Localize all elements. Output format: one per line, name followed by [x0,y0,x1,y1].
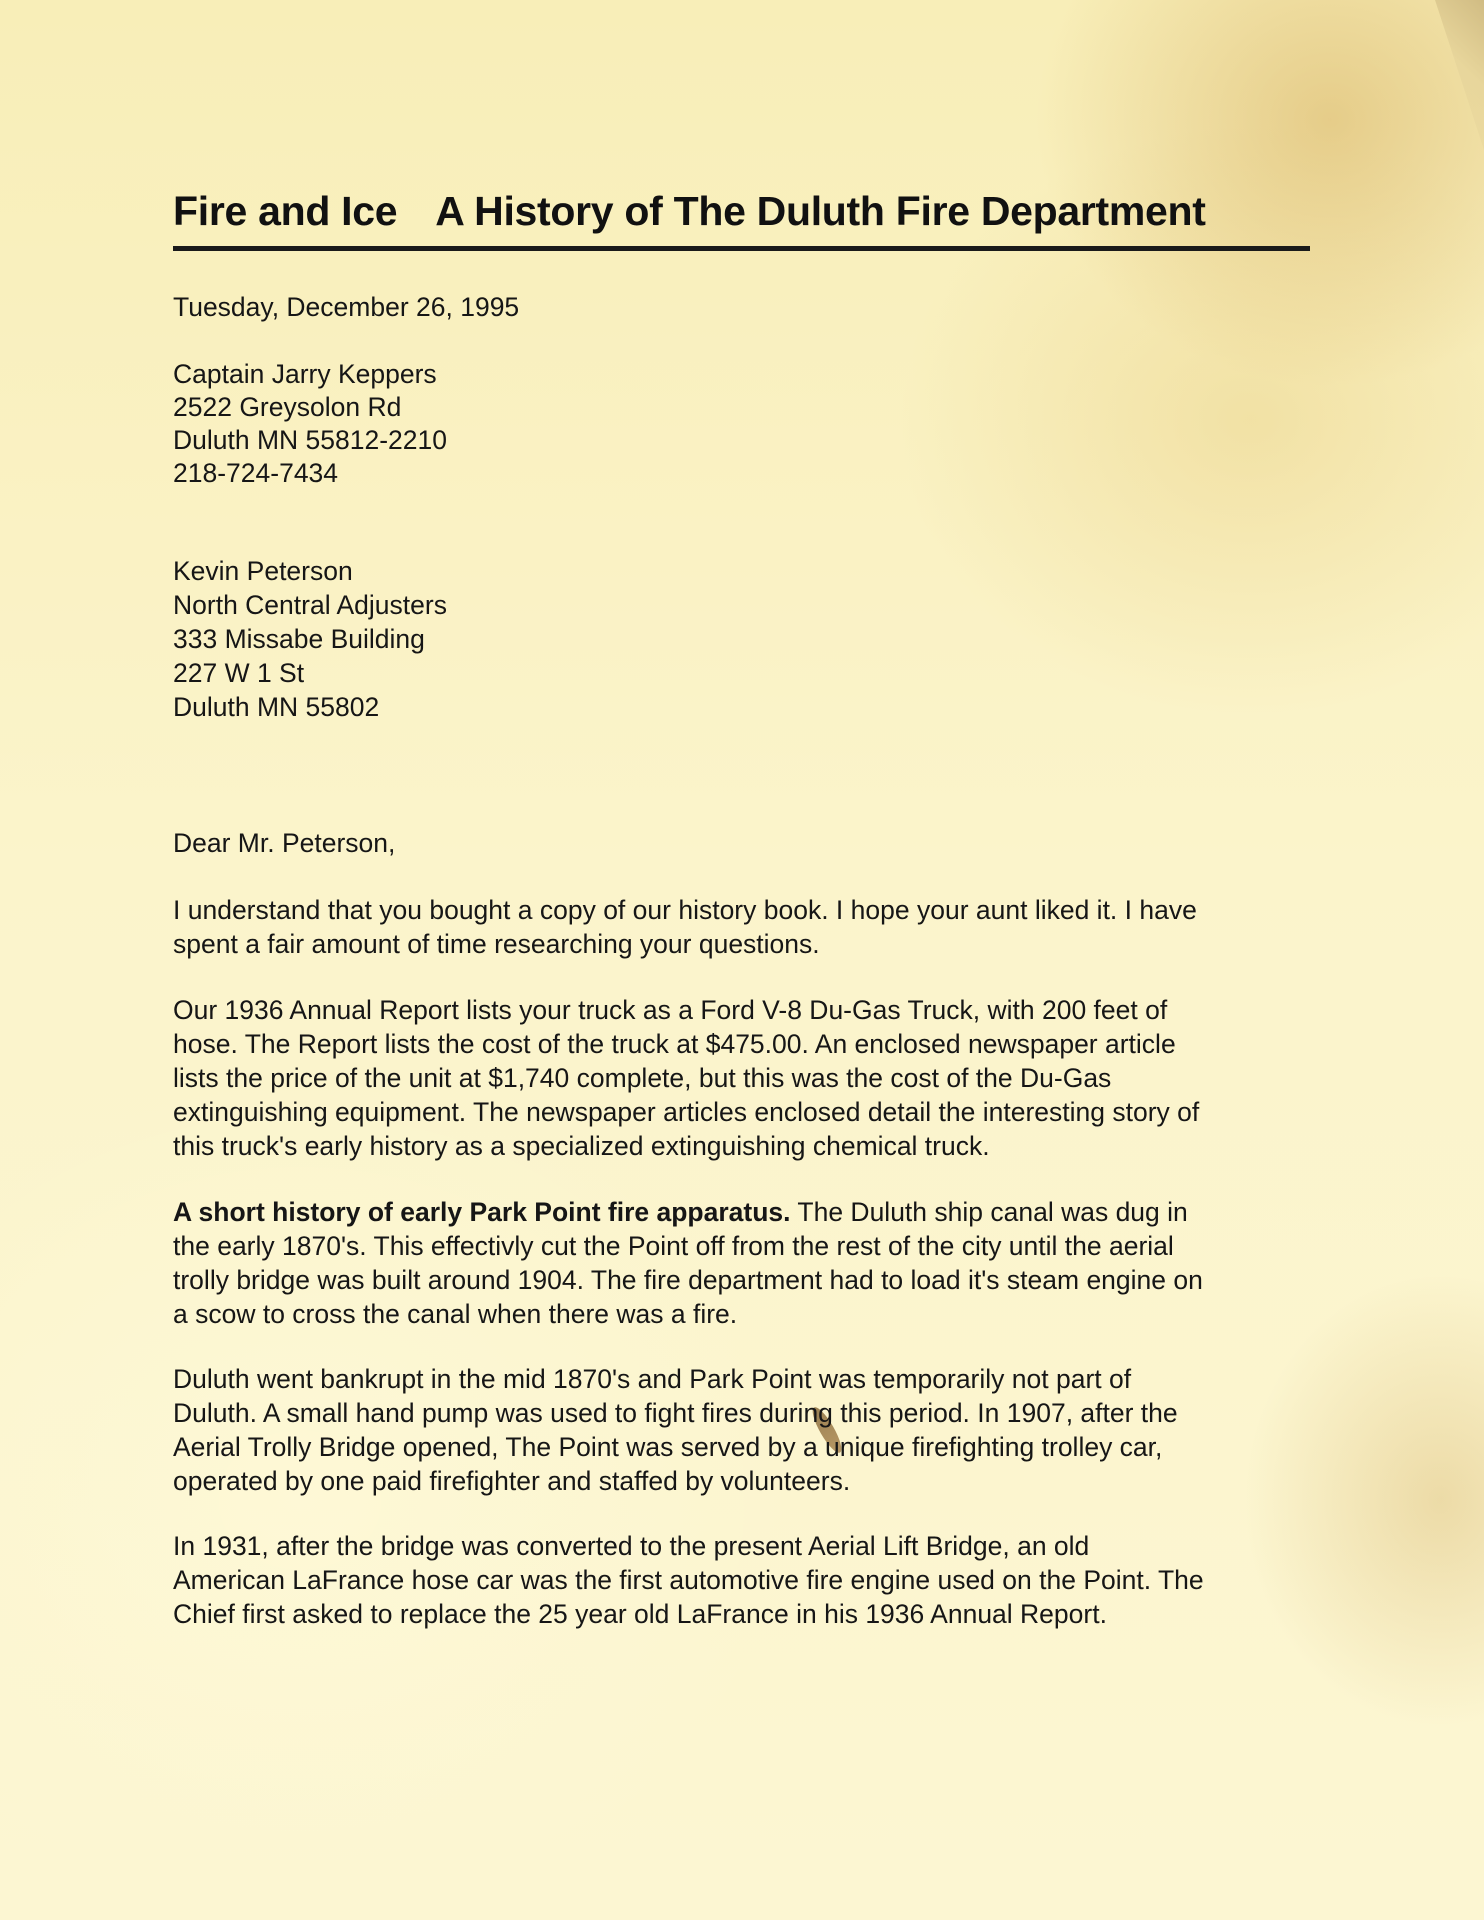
sender-phone: 218-724-7434 [173,458,339,488]
sender-street: 2522 Greysolon Rd [173,392,402,422]
recipient-name: Kevin Peterson [173,556,353,586]
paragraph-line: Aerial Trolly Bridge opened, The Point was served by a unique firefighting trolley car, [173,1432,1163,1462]
paragraph-line: extinguishing equipment. The newspaper articles enclosed detail the interesting story of [173,1097,1200,1127]
paragraph-text: The Duluth ship canal was dug in [790,1197,1188,1227]
paragraph-line: operated by one paid firefighter and staffed by volunteers. [173,1466,851,1496]
paragraph-line: a scow to cross the canal when there was a fire. [173,1299,738,1329]
paragraph-line: Our 1936 Annual Report lists your truck as a Ford V-8 Du-Gas Truck, with 200 feet of [173,995,1168,1025]
paragraph-line [173,1195,1323,1229]
paragraph-line: Duluth went bankrupt in the mid 1870's and Park Point was temporarily not part of [173,1364,1132,1394]
paragraph-4 [173,1362,1323,1498]
letterhead-title [173,188,1206,235]
paragraph-line: this truck's early history as a specialized extinguishing chemical truck. [173,1131,990,1161]
folded-corner [1414,0,1484,150]
paragraph-line: In 1931, after the bridge was converted to the present Aerial Lift Bridge, an old [173,1531,1090,1561]
recipient-building: 333 Missabe Building [173,624,425,654]
paragraph-line: lists the price of the unit at $1,740 complete, but this was the cost of the Du-Gas [173,1063,1112,1093]
paragraph-1 [173,893,1323,961]
paragraph-line: hose. The Report lists the cost of the truck at $475.00. An enclosed newspaper article [173,1029,1176,1059]
recipient-company: North Central Adjusters [173,590,447,620]
recipient-street: 227 W 1 St [173,658,305,688]
salutation: Dear Mr. Peterson, [173,828,396,858]
sender-city: Duluth MN 55812-2210 [173,425,448,455]
paragraph-line: American LaFrance hose car was the first automotive fire engine used on the Point. The [173,1565,1204,1595]
paragraph-line: I understand that you bought a copy of our history book. I hope your aunt liked it. I have [173,895,1197,925]
letter-date: Tuesday, December 26, 1995 [173,292,520,322]
paragraph-2 [173,993,1323,1163]
paragraph-line: spent a fair amount of time researching your questions. [173,929,820,959]
paragraph-line: trolly bridge was built around 1904. The fire department had to load it's steam engine on [173,1265,1203,1295]
title-part-history: A History of The Duluth Fire Department [435,188,1206,234]
title-part-fire-and-ice: Fire and Ice [173,188,398,234]
paragraph-line: the early 1870's. This effectivly cut the Point off from the rest of the city until the aerial [173,1231,1174,1261]
section-heading: A short history of early Park Point fire apparatus. [173,1197,791,1227]
paragraph-line: Chief first asked to replace the 25 year old LaFrance in his 1936 Annual Report. [173,1599,1107,1629]
sender-name: Captain Jarry Keppers [173,359,437,389]
paragraph-5 [173,1529,1323,1631]
paragraph-3 [173,1195,1323,1331]
letterhead-rule [173,246,1310,251]
recipient-city: Duluth MN 55802 [173,692,380,722]
paragraph-line: Duluth. A small hand pump was used to fight fires during this period. In 1907, after the [173,1398,1178,1428]
